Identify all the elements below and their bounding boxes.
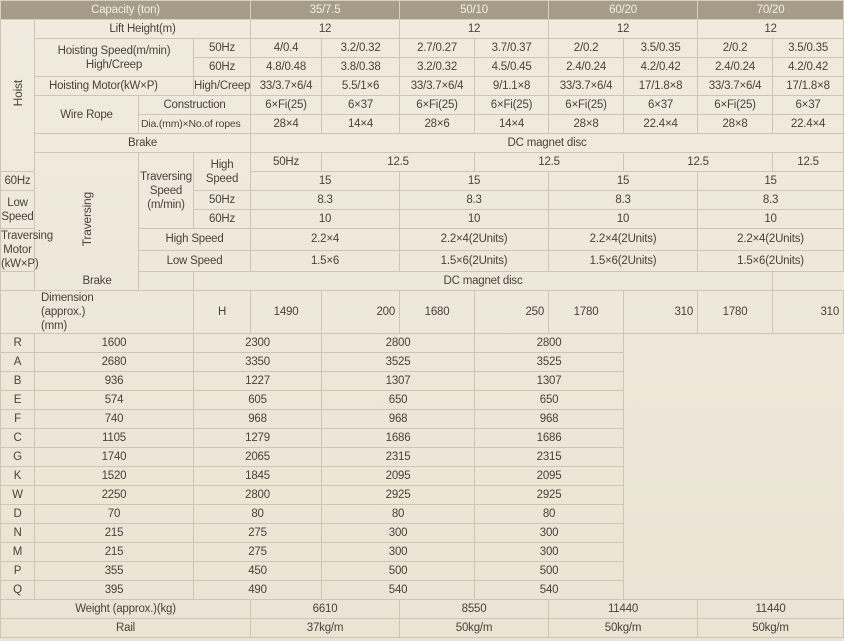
brake-label: Brake [1,272,194,291]
table-cell: 11440 [698,600,844,619]
hz-label: 50Hz [251,153,322,172]
rail-row [1,619,844,638]
table-cell: 4.2/0.42 [773,58,844,77]
table-cell: 11440 [549,600,698,619]
hoisting-motor-label: Hoisting Motor(kW×P) [35,77,194,96]
table-cell: 2.2×4(2Units) [400,229,549,251]
high-speed-label: High Speed [139,229,251,251]
table-cell: 1.5×6(2Units) [400,250,549,272]
dim-row-h [1,291,844,334]
dim-key: B [1,372,35,391]
capacity-label: Capacity (ton) [1,1,251,20]
table-cell: 12.5 [624,153,773,172]
table-cell: 10 [251,210,400,229]
table-cell: 650 [322,391,475,410]
hoisting-motor-sub: High/Creep [194,77,251,96]
table-cell: 10 [698,210,844,229]
lift-height-label: Lift Height(m) [35,20,251,39]
table-cell: 8.3 [698,191,844,210]
table-cell: 37kg/m [251,619,400,638]
brake-value: DC magnet disc [251,134,844,153]
table-cell: 15 [400,172,549,191]
dim-key: K [1,467,35,486]
dim-row [1,410,844,429]
table-cell: 2095 [322,467,475,486]
table-cell: 50kg/m [400,619,549,638]
table-cell: 4/0.4 [251,39,322,58]
table-cell: 14×4 [475,115,549,134]
table-cell: 5.5/1×6 [322,77,400,96]
dim-key: R [1,334,35,353]
table-cell: 500 [475,562,624,581]
table-cell: 2.7/0.27 [400,39,475,58]
brake-label: Brake [35,134,251,153]
dim-key: P [1,562,35,581]
dim-row [1,581,844,600]
table-cell: 3.5/0.35 [773,39,844,58]
dim-row [1,429,844,448]
table-cell: 15 [549,172,698,191]
table-cell: 355 [35,562,194,581]
table-cell: 3.8/0.38 [322,58,400,77]
table-cell: 2800 [322,334,475,353]
table-cell: 4.2/0.42 [624,58,698,77]
table-cell: 22.4×4 [624,115,698,134]
dim-row [1,334,844,353]
low-speed-label: Low Speed [139,250,251,272]
low-speed-label: Low Speed [1,191,35,229]
dim-key: F [1,410,35,429]
table-cell: 33/3.7×6/4 [549,77,624,96]
dia-label: Dia.(mm)×No.of ropes [139,115,251,134]
table-cell: 3525 [475,353,624,372]
table-cell: 33/3.7×6/4 [251,77,322,96]
table-cell: 2800 [475,334,624,353]
table-cell: 2315 [322,448,475,467]
hz-label: 60Hz [194,58,251,77]
table-cell: 275 [194,543,322,562]
capacity-row [1,1,844,20]
table-cell: 300 [322,524,475,543]
table-cell: 300 [475,524,624,543]
table-cell: 6×Fi(25) [549,96,624,115]
table-cell: 1105 [35,429,194,448]
lift-height-row [1,20,844,39]
table-cell: 968 [194,410,322,429]
table-cell: 3350 [194,353,322,372]
table-cell: 2.2×4 [251,229,400,251]
table-cell: 1279 [194,429,322,448]
table-cell: 740 [35,410,194,429]
table-cell: 1686 [322,429,475,448]
table-cell: 6×Fi(25) [475,96,549,115]
table-cell: 8.3 [251,191,400,210]
hoist-brake-row [1,134,844,153]
table-cell: 17/1.8×8 [773,77,844,96]
table-cell: 33/3.7×6/4 [400,77,475,96]
table-cell: 300 [475,543,624,562]
capacity-col: 35/7.5 [251,1,400,20]
table-cell: 540 [322,581,475,600]
dim-row [1,486,844,505]
table-cell: 1.5×6(2Units) [698,250,844,272]
table-cell: 6610 [251,600,400,619]
table-cell: 70 [35,505,194,524]
dimension-rows [1,334,844,600]
dim-key: G [1,448,35,467]
table-cell: 8550 [400,600,549,619]
table-cell: 2.4/0.24 [549,58,624,77]
table-cell: 968 [322,410,475,429]
high-speed-label: High Speed [194,153,251,191]
table-cell: 2315 [475,448,624,467]
table-cell: 3.5/0.35 [624,39,698,58]
table-cell: 15 [698,172,844,191]
dim-key: N [1,524,35,543]
table-cell: 80 [194,505,322,524]
table-cell: 12 [251,20,400,39]
table-cell: 215 [35,543,194,562]
table-cell: 275 [194,524,322,543]
table-cell: 12.5 [322,153,475,172]
weight-row [1,600,844,619]
brake-value: DC magnet disc [194,272,773,291]
table-cell: 12 [698,20,844,39]
construction-label: Construction [139,96,251,115]
table-cell: 80 [322,505,475,524]
dim-row [1,372,844,391]
wire-rope-construction-row [1,96,844,115]
table-cell: 574 [35,391,194,410]
dim-key: D [1,505,35,524]
table-cell: 650 [475,391,624,410]
table-cell: 2300 [194,334,322,353]
table-cell: 2.2×4(2Units) [549,229,698,251]
hz-label: 60Hz [1,172,35,191]
table-cell: 50kg/m [698,619,844,638]
table-cell: 215 [35,524,194,543]
table-cell: 80 [475,505,624,524]
dim-row [1,543,844,562]
table-cell: 28×4 [251,115,322,134]
dimension-label: Dimension (approx.) (mm) [1,291,194,334]
dim-key: A [1,353,35,372]
weight-label: Weight (approx.)(kg) [1,600,251,619]
hoisting-speed-label: Hoisting Speed(m/min) High/Creep [35,39,194,77]
rail-label: Rail [1,619,251,638]
trav-speed-label: Traversing Speed (m/min) [139,153,194,229]
table-cell: 540 [475,581,624,600]
hoisting-motor-row [1,77,844,96]
table-cell: 310 [773,291,844,334]
hz-label: 50Hz [194,39,251,58]
table-cell: 1600 [35,334,194,353]
table-cell: 936 [35,372,194,391]
table-cell: 2925 [475,486,624,505]
capacity-col: 50/10 [400,1,549,20]
table-cell: 2/0.2 [698,39,773,58]
hz-label: 50Hz [194,191,251,210]
section-traversing: Traversing [35,153,139,291]
table-cell: 4.8/0.48 [251,58,322,77]
table-cell: 250 [475,291,549,334]
table-cell: 12.5 [773,153,844,172]
wire-rope-label: Wire Rope [35,96,139,134]
table-cell: 2800 [194,486,322,505]
dim-row [1,505,844,524]
hz-label: 60Hz [194,210,251,229]
dim-key: M [1,543,35,562]
dim-row [1,562,844,581]
trav-brake-row [1,272,844,291]
table-cell: 1.5×6 [251,250,400,272]
table-cell: 2.4/0.24 [698,58,773,77]
dim-key: H [194,291,251,334]
table-cell: 1686 [475,429,624,448]
table-cell: 12 [549,20,698,39]
table-cell: 8.3 [549,191,698,210]
capacity-col: 70/20 [698,1,844,20]
table-cell: 3.7/0.37 [475,39,549,58]
table-cell: 450 [194,562,322,581]
table-cell: 1227 [194,372,322,391]
hoisting-speed-row-50 [1,39,844,58]
table-cell: 12 [400,20,549,39]
dim-key: W [1,486,35,505]
table-cell: 500 [322,562,475,581]
table-cell: 28×6 [400,115,475,134]
table-cell: 300 [322,543,475,562]
table-cell: 1307 [322,372,475,391]
table-cell: 1780 [549,291,624,334]
table-cell: 3.2/0.32 [322,39,400,58]
table-cell: 8.3 [400,191,549,210]
dim-row [1,391,844,410]
table-cell: 2925 [322,486,475,505]
table-cell: 15 [251,172,400,191]
table-cell: 33/3.7×6/4 [698,77,773,96]
table-cell: 395 [35,581,194,600]
table-cell: 1490 [251,291,322,334]
table-cell: 1520 [35,467,194,486]
table-cell: 2680 [35,353,194,372]
dim-key: Q [1,581,35,600]
table-cell: 4.5/0.45 [475,58,549,77]
table-cell: 1740 [35,448,194,467]
dim-row [1,448,844,467]
table-cell: 2250 [35,486,194,505]
table-cell: 1845 [194,467,322,486]
table-cell: 3.2/0.32 [400,58,475,77]
table-cell: 14×4 [322,115,400,134]
table-cell: 6×37 [624,96,698,115]
table-cell: 28×8 [698,115,773,134]
table-cell: 490 [194,581,322,600]
table-cell: 2095 [475,467,624,486]
table-cell: 6×Fi(25) [400,96,475,115]
dim-row [1,467,844,486]
table-cell: 50kg/m [549,619,698,638]
table-cell: 6×Fi(25) [251,96,322,115]
table-cell: 9/1.1×8 [475,77,549,96]
table-cell: 6×37 [322,96,400,115]
table-cell: 1680 [400,291,475,334]
table-cell: 6×Fi(25) [698,96,773,115]
trav-high-50-row [1,153,844,172]
table-cell: 17/1.8×8 [624,77,698,96]
table-cell: 2065 [194,448,322,467]
table-cell: 22.4×4 [773,115,844,134]
table-cell: 28×8 [549,115,624,134]
table-cell: 1307 [475,372,624,391]
table-cell: 2.2×4(2Units) [698,229,844,251]
dim-row [1,524,844,543]
capacity-col: 60/20 [549,1,698,20]
table-cell: 310 [624,291,698,334]
table-cell: 6×37 [773,96,844,115]
table-cell: 10 [400,210,549,229]
table-cell: 12.5 [475,153,624,172]
table-cell: 605 [194,391,322,410]
table-cell: 3525 [322,353,475,372]
table-cell: 10 [549,210,698,229]
table-cell: 200 [322,291,400,334]
dim-key: C [1,429,35,448]
section-hoist: Hoist [1,20,35,172]
table-cell: 2/0.2 [549,39,624,58]
dim-row [1,353,844,372]
table-cell: 1780 [698,291,773,334]
table-cell: 1.5×6(2Units) [549,250,698,272]
table-cell: 968 [475,410,624,429]
trav-motor-label: Traversing Motor (kW×P) [1,230,53,270]
dim-key: E [1,391,35,410]
